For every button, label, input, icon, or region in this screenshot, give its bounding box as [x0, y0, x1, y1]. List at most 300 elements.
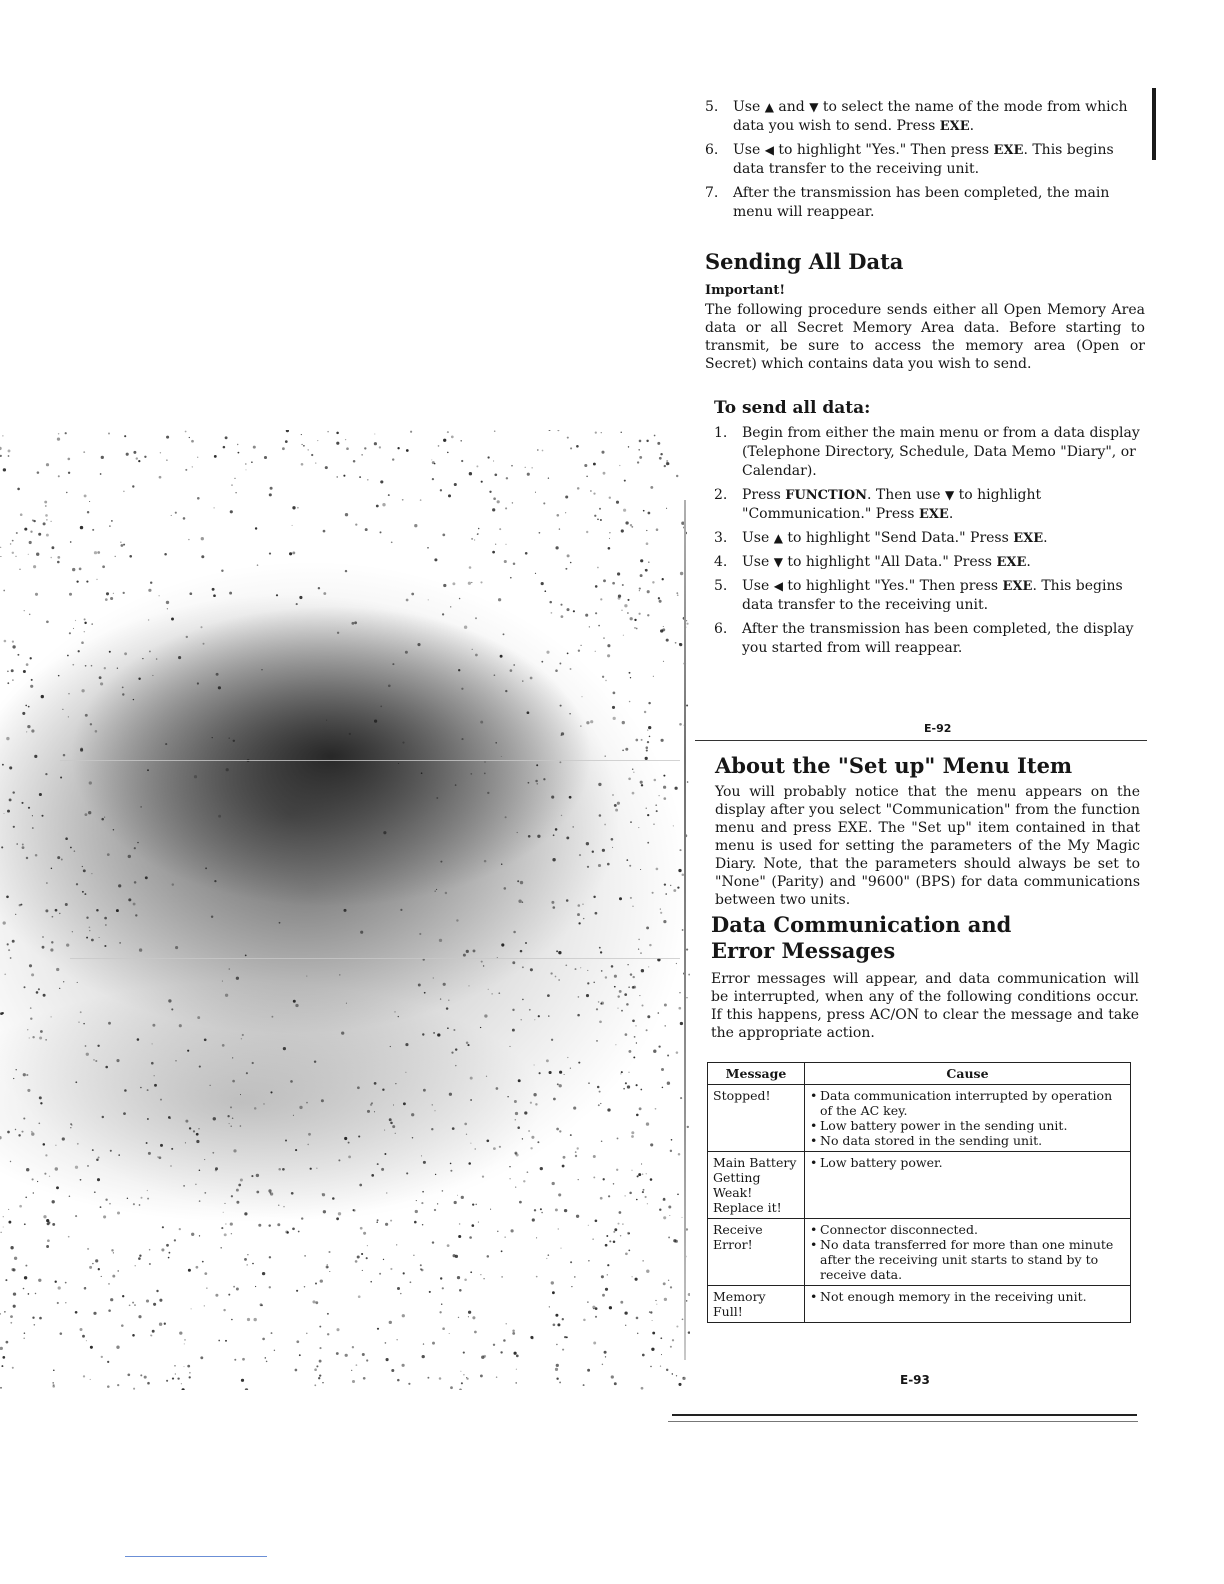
toner-speck — [505, 816, 507, 818]
toner-speck — [65, 1282, 67, 1284]
toner-speck — [332, 1197, 335, 1200]
toner-speck — [440, 1277, 442, 1279]
toner-speck — [640, 869, 641, 870]
toner-speck — [133, 451, 136, 454]
toner-speck — [269, 1286, 271, 1288]
toner-speck — [12, 679, 14, 681]
toner-speck — [377, 1163, 379, 1165]
toner-speck — [105, 1199, 107, 1201]
toner-speck — [562, 1318, 564, 1320]
toner-speck — [663, 626, 664, 627]
toner-speck — [628, 1233, 629, 1234]
toner-speck — [160, 1144, 163, 1147]
toner-speck — [636, 1317, 639, 1320]
toner-speck — [620, 1235, 621, 1236]
toner-speck — [0, 455, 2, 457]
toner-speck — [90, 1379, 91, 1380]
toner-speck — [475, 654, 478, 657]
toner-speck — [636, 1199, 638, 1201]
toner-speck — [98, 1157, 100, 1159]
toner-speck — [531, 1136, 534, 1139]
toner-speck — [58, 433, 59, 434]
toner-speck — [612, 847, 613, 848]
toner-speck — [53, 1369, 55, 1371]
toner-speck — [31, 679, 33, 681]
toner-speck — [670, 1286, 672, 1288]
toner-speck — [641, 1004, 643, 1006]
toner-speck — [124, 435, 126, 437]
toner-speck — [61, 859, 63, 861]
toner-speck — [43, 994, 46, 997]
toner-speck — [424, 992, 426, 994]
toner-speck — [620, 1073, 621, 1074]
toner-speck — [499, 1146, 501, 1148]
toner-speck — [212, 737, 213, 738]
toner-speck — [558, 979, 559, 980]
toner-speck — [43, 1143, 46, 1146]
toner-speck — [199, 1066, 201, 1068]
toner-speck — [276, 594, 278, 596]
toner-speck — [192, 466, 193, 467]
toner-speck — [7, 1131, 10, 1134]
toner-speck — [154, 1084, 157, 1087]
toner-speck — [1, 846, 3, 848]
toner-speck — [7, 670, 9, 672]
toner-speck — [532, 467, 533, 468]
toner-speck — [168, 999, 171, 1002]
toner-speck — [112, 1275, 115, 1278]
step-text: . Then use — [866, 487, 945, 503]
toner-speck — [637, 1333, 638, 1334]
toner-speck — [0, 1347, 3, 1350]
toner-speck — [40, 1102, 42, 1104]
toner-speck — [669, 1215, 670, 1216]
toner-speck — [458, 669, 460, 671]
toner-speck — [252, 1263, 254, 1265]
toner-speck — [646, 1173, 647, 1174]
toner-speck — [659, 1209, 661, 1211]
toner-speck — [91, 665, 93, 667]
toner-speck — [593, 1176, 595, 1178]
toner-speck — [124, 652, 127, 655]
toner-speck — [2, 1012, 4, 1014]
toner-speck — [111, 520, 113, 522]
toner-speck — [636, 1114, 639, 1117]
left-arrow-icon: ◀ — [764, 143, 774, 157]
scan-artifact-blue-line — [125, 1556, 267, 1557]
scan-artifact-line — [60, 760, 680, 761]
toner-speck — [68, 472, 70, 474]
toner-speck — [640, 559, 643, 562]
toner-speck — [133, 903, 136, 906]
toner-speck — [537, 449, 539, 451]
toner-speck — [20, 513, 23, 516]
toner-speck — [2, 764, 4, 766]
toner-speck — [246, 1264, 248, 1266]
toner-speck — [624, 993, 627, 996]
toner-speck — [153, 1303, 156, 1306]
toner-speck — [30, 1007, 32, 1009]
toner-speck — [178, 656, 181, 659]
toner-speck — [595, 1307, 598, 1310]
toner-speck — [625, 1252, 628, 1255]
toner-speck — [570, 668, 572, 670]
toner-speck — [189, 592, 192, 595]
toner-speck — [536, 1276, 538, 1278]
toner-speck — [388, 494, 390, 496]
toner-speck — [132, 1334, 135, 1337]
toner-speck — [470, 1271, 472, 1273]
toner-speck — [63, 981, 64, 982]
toner-speck — [254, 1318, 257, 1321]
toner-speck — [519, 1201, 522, 1204]
toner-speck — [615, 1044, 616, 1045]
toner-speck — [206, 1288, 207, 1289]
toner-speck — [215, 1167, 218, 1170]
toner-speck — [139, 1255, 141, 1257]
toner-speck — [559, 1084, 562, 1087]
toner-speck — [100, 1206, 102, 1208]
toner-speck — [647, 1015, 650, 1018]
toner-speck — [116, 1346, 119, 1349]
errors-section — [711, 912, 1139, 1042]
toner-speck — [638, 613, 640, 615]
toner-speck — [431, 459, 432, 460]
toner-speck — [673, 1239, 676, 1242]
error-message-cell: Memory Full! — [708, 1286, 805, 1323]
toner-speck — [625, 521, 628, 524]
toner-speck — [414, 1221, 417, 1224]
toner-speck — [39, 1096, 42, 1099]
toner-speck — [548, 1254, 550, 1256]
toner-speck — [634, 1036, 636, 1038]
toner-speck — [352, 1346, 354, 1348]
toner-speck — [80, 1328, 83, 1331]
toner-speck — [555, 669, 558, 672]
toner-speck — [70, 847, 72, 849]
toner-speck — [548, 477, 549, 478]
toner-speck — [438, 445, 440, 447]
toner-speck — [431, 1128, 433, 1130]
sending-all-section — [705, 249, 1145, 373]
table-row — [708, 1286, 1131, 1323]
toner-speck — [108, 1283, 110, 1285]
toner-speck — [102, 1116, 104, 1118]
toner-speck — [84, 622, 86, 624]
toner-speck — [363, 1377, 366, 1380]
toner-speck — [652, 1332, 655, 1335]
toner-speck — [663, 1282, 666, 1285]
toner-speck — [299, 596, 302, 599]
toner-speck — [629, 672, 631, 674]
toner-speck — [268, 1189, 271, 1192]
toner-speck — [608, 1195, 610, 1197]
toner-speck — [455, 784, 457, 786]
toner-speck — [57, 561, 60, 564]
toner-speck — [558, 1228, 559, 1229]
toner-speck — [570, 1068, 571, 1069]
toner-speck — [156, 658, 158, 660]
down-arrow-icon: ▼ — [773, 555, 783, 569]
toner-speck — [26, 1074, 28, 1076]
toner-speck — [55, 1167, 58, 1170]
toner-speck — [493, 1344, 495, 1346]
toner-speck — [38, 1279, 41, 1282]
toner-speck — [601, 1140, 603, 1142]
toner-speck — [680, 1022, 683, 1025]
toner-speck — [608, 547, 611, 550]
toner-speck — [317, 440, 318, 441]
toner-speck — [230, 1106, 232, 1108]
toner-speck — [12, 641, 14, 643]
toner-speck — [611, 965, 614, 968]
toner-speck — [495, 544, 496, 545]
toner-speck — [549, 1306, 550, 1307]
toner-speck — [33, 1192, 34, 1193]
toner-speck — [12, 552, 14, 554]
toner-speck — [146, 1142, 148, 1144]
toner-speck — [468, 1162, 471, 1165]
toner-speck — [660, 909, 661, 910]
toner-speck — [542, 450, 544, 452]
toner-speck — [607, 1264, 609, 1266]
toner-speck — [522, 966, 524, 968]
toner-speck — [503, 633, 505, 635]
toner-speck — [121, 1324, 124, 1327]
toner-speck — [183, 1185, 185, 1187]
toner-speck — [618, 597, 621, 600]
toner-speck — [109, 1203, 111, 1205]
toner-speck — [72, 931, 73, 932]
toner-speck — [470, 1099, 472, 1101]
toner-speck — [414, 524, 417, 527]
toner-speck — [42, 946, 45, 949]
toner-speck — [83, 869, 86, 872]
toner-speck — [327, 1313, 329, 1315]
toner-speck — [421, 1155, 422, 1156]
toner-speck — [197, 682, 199, 684]
toner-speck — [374, 433, 375, 434]
toner-speck — [327, 1333, 329, 1335]
toner-speck — [420, 499, 422, 501]
toner-speck — [99, 676, 102, 679]
toner-speck — [381, 1168, 384, 1171]
toner-speck — [391, 541, 393, 543]
toner-speck — [440, 998, 441, 999]
toner-speck — [140, 1087, 142, 1089]
header-message: Message — [708, 1063, 805, 1085]
toner-speck — [95, 1060, 97, 1062]
toner-speck — [452, 582, 455, 585]
toner-speck — [650, 486, 653, 489]
toner-speck — [137, 842, 138, 843]
toner-speck — [580, 967, 581, 968]
toner-speck — [18, 1134, 20, 1136]
toner-speck — [443, 584, 446, 587]
toner-speck — [492, 508, 495, 511]
cause-item: • Low battery power. — [810, 1155, 1125, 1170]
toner-speck — [628, 1072, 629, 1073]
toner-speck — [74, 850, 76, 852]
toner-speck — [78, 650, 80, 652]
toner-speck — [454, 483, 457, 486]
toner-speck — [607, 654, 610, 657]
toner-speck — [556, 1377, 558, 1379]
toner-speck — [605, 755, 606, 756]
toner-speck — [614, 1382, 617, 1385]
toner-speck — [57, 556, 60, 559]
toner-speck — [415, 1210, 418, 1213]
toner-speck — [628, 446, 629, 447]
toner-speck — [343, 475, 345, 477]
toner-speck — [27, 1089, 30, 1092]
toner-speck — [629, 1192, 632, 1195]
toner-speck — [152, 675, 153, 676]
toner-speck — [552, 858, 555, 861]
toner-speck — [427, 1377, 429, 1379]
toner-speck — [257, 564, 259, 566]
toner-speck — [497, 500, 500, 503]
toner-speck — [605, 1288, 608, 1291]
toner-speck — [166, 436, 169, 439]
toner-speck — [251, 1175, 253, 1177]
toner-speck — [113, 1252, 114, 1253]
toner-speck — [315, 463, 316, 464]
toner-speck — [123, 544, 125, 546]
step-text: . This begins data transfer to the receiving unit. — [742, 578, 1123, 613]
toner-speck — [32, 827, 34, 829]
toner-speck — [65, 432, 67, 434]
toner-speck — [83, 451, 85, 453]
toner-speck — [474, 539, 475, 540]
toner-speck — [9, 766, 12, 769]
toner-speck — [345, 439, 346, 440]
toner-speck — [4, 1311, 5, 1312]
toner-speck — [189, 1127, 191, 1129]
toner-speck — [621, 1010, 623, 1012]
toner-speck — [645, 1196, 647, 1198]
toner-speck — [118, 1154, 120, 1156]
toner-speck — [336, 1352, 339, 1355]
toner-speck — [605, 680, 606, 681]
toner-speck — [614, 804, 617, 807]
toner-speck — [181, 1383, 182, 1384]
toner-speck — [150, 1335, 152, 1337]
toner-speck — [383, 831, 386, 834]
toner-speck — [461, 688, 463, 690]
toner-speck — [559, 528, 560, 529]
toner-speck — [225, 436, 228, 439]
toner-speck — [290, 1080, 293, 1083]
toner-speck — [632, 768, 633, 769]
toner-speck — [1, 1365, 3, 1367]
toner-speck — [445, 892, 447, 894]
toner-speck — [244, 1258, 247, 1261]
toner-speck — [103, 1215, 106, 1218]
toner-speck — [361, 1253, 363, 1255]
important-text: The following procedure sends either all Open Memory Area data or all Secret Memory Area data. Before starting to transmit, be sure to access the memory area (Open or Secret) which contains data you wish to send. — [705, 302, 1145, 372]
toner-speck — [295, 1369, 298, 1372]
toner-speck — [175, 946, 178, 949]
toner-speck — [244, 1212, 247, 1215]
toner-speck — [601, 451, 604, 454]
toner-speck — [603, 472, 606, 475]
toner-speck — [50, 557, 52, 559]
toner-speck — [593, 1342, 596, 1345]
toner-speck — [68, 693, 69, 694]
toner-speck — [579, 854, 581, 856]
step-number: 1. — [714, 425, 728, 441]
step-item — [714, 486, 1144, 524]
error-message-cell: Stopped! — [708, 1085, 805, 1152]
toner-speck — [451, 1052, 453, 1054]
key-label: EXE — [918, 507, 949, 522]
toner-speck — [135, 1265, 136, 1266]
toner-speck — [27, 725, 30, 728]
toner-speck — [533, 1093, 536, 1096]
toner-speck — [593, 1155, 596, 1158]
toner-speck — [670, 1346, 672, 1348]
toner-speck — [512, 502, 513, 503]
toner-speck — [674, 787, 677, 790]
toner-speck — [116, 1059, 119, 1062]
toner-speck — [93, 1312, 96, 1315]
toner-speck — [406, 599, 409, 602]
toner-speck — [434, 558, 437, 561]
toner-speck — [107, 853, 110, 856]
toner-speck — [627, 1085, 630, 1088]
toner-speck — [617, 1137, 619, 1139]
toner-speck — [233, 740, 235, 742]
toner-speck — [436, 889, 437, 890]
toner-speck — [96, 579, 97, 580]
toner-speck — [678, 869, 681, 872]
toner-speck — [687, 1126, 689, 1128]
toner-speck — [286, 430, 289, 432]
error-cause-cell — [805, 1085, 1131, 1152]
toner-speck — [12, 540, 14, 542]
toner-speck — [57, 437, 60, 440]
toner-speck — [623, 509, 626, 512]
toner-speck — [85, 1045, 87, 1047]
toner-speck — [30, 685, 33, 688]
toner-speck — [679, 849, 681, 851]
toner-speck — [506, 1323, 507, 1324]
toner-speck — [82, 1335, 85, 1338]
toner-speck — [512, 1332, 515, 1335]
toner-speck — [406, 449, 409, 452]
toner-speck — [245, 463, 247, 465]
toner-speck — [422, 1224, 423, 1225]
step-item — [705, 98, 1145, 136]
toner-speck — [121, 544, 124, 547]
toner-speck — [432, 478, 434, 480]
toner-speck — [496, 1087, 499, 1090]
toner-speck — [469, 1236, 472, 1239]
toner-speck — [104, 817, 105, 818]
toner-speck — [412, 1137, 413, 1138]
toner-speck — [457, 1195, 458, 1196]
page-fold-shadow — [684, 500, 686, 1360]
page-divider — [695, 740, 1147, 741]
toner-speck — [559, 1130, 561, 1132]
toner-speck — [548, 430, 550, 431]
toner-speck — [555, 1314, 558, 1317]
toner-speck — [598, 1104, 600, 1106]
toner-speck — [477, 533, 479, 535]
toner-speck — [469, 472, 472, 475]
toner-speck — [171, 1148, 173, 1150]
